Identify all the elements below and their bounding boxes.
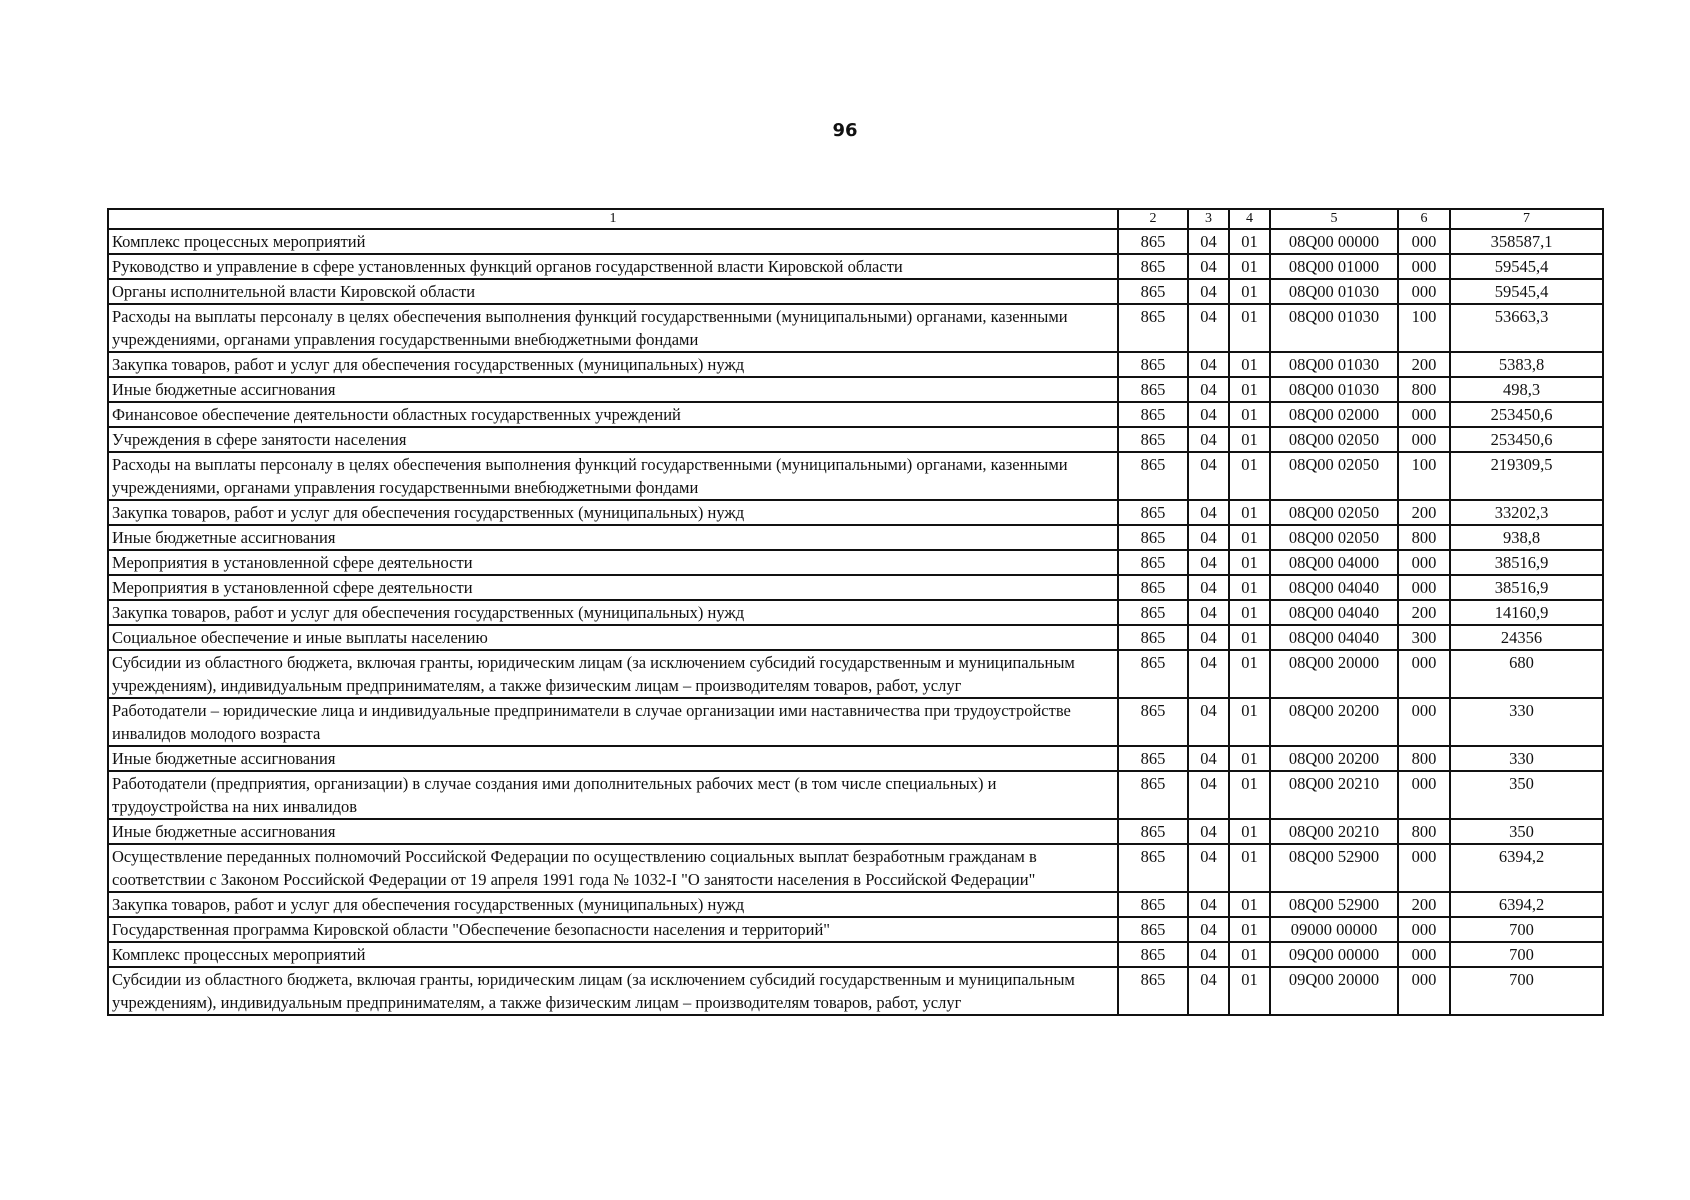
cell-name: Закупка товаров, работ и услуг для обеспечения государственных (муниципальных) нужд: [108, 600, 1118, 625]
cell-target-article: 08Q00 04040: [1270, 625, 1398, 650]
cell-name: Закупка товаров, работ и услуг для обеспечения государственных (муниципальных) нужд: [108, 352, 1118, 377]
cell-expense-type: 200: [1398, 500, 1450, 525]
cell-target-article: 08Q00 01030: [1270, 279, 1398, 304]
page-number: 96: [832, 120, 858, 141]
cell-expense-type: 000: [1398, 650, 1450, 698]
cell-expense-type: 100: [1398, 452, 1450, 500]
cell-podrazdel: 01: [1229, 402, 1270, 427]
cell-target-article: 08Q00 20200: [1270, 698, 1398, 746]
cell-razdel: 04: [1188, 500, 1229, 525]
cell-amount: 498,3: [1450, 377, 1603, 402]
cell-podrazdel: 01: [1229, 377, 1270, 402]
cell-name: Учреждения в сфере занятости населения: [108, 427, 1118, 452]
cell-expense-type: 000: [1398, 844, 1450, 892]
cell-amount: 6394,2: [1450, 844, 1603, 892]
cell-podrazdel: 01: [1229, 917, 1270, 942]
cell-target-article: 08Q00 04040: [1270, 600, 1398, 625]
cell-podrazdel: 01: [1229, 967, 1270, 1015]
cell-grbs: 865: [1118, 427, 1188, 452]
cell-expense-type: 000: [1398, 917, 1450, 942]
table-row: [108, 402, 1603, 427]
table-row: [108, 967, 1603, 1015]
cell-razdel: 04: [1188, 427, 1229, 452]
cell-grbs: 865: [1118, 254, 1188, 279]
cell-grbs: 865: [1118, 746, 1188, 771]
table-body: [108, 229, 1603, 1015]
cell-podrazdel: 01: [1229, 600, 1270, 625]
cell-amount: 6394,2: [1450, 892, 1603, 917]
table-row: [108, 771, 1603, 819]
cell-podrazdel: 01: [1229, 452, 1270, 500]
cell-grbs: 865: [1118, 600, 1188, 625]
cell-podrazdel: 01: [1229, 650, 1270, 698]
cell-expense-type: 300: [1398, 625, 1450, 650]
cell-name: Иные бюджетные ассигнования: [108, 819, 1118, 844]
cell-razdel: 04: [1188, 967, 1229, 1015]
cell-razdel: 04: [1188, 575, 1229, 600]
cell-amount: 700: [1450, 967, 1603, 1015]
cell-podrazdel: 01: [1229, 229, 1270, 254]
cell-expense-type: 000: [1398, 967, 1450, 1015]
table-row: [108, 917, 1603, 942]
cell-podrazdel: 01: [1229, 942, 1270, 967]
cell-amount: 53663,3: [1450, 304, 1603, 352]
cell-razdel: 04: [1188, 892, 1229, 917]
cell-target-article: 08Q00 04040: [1270, 575, 1398, 600]
cell-razdel: 04: [1188, 771, 1229, 819]
table-row: [108, 819, 1603, 844]
cell-expense-type: 000: [1398, 402, 1450, 427]
table-row: [108, 942, 1603, 967]
cell-name: Руководство и управление в сфере установленных функций органов государственной власти Кировской области: [108, 254, 1118, 279]
cell-grbs: 865: [1118, 819, 1188, 844]
table-row: [108, 525, 1603, 550]
cell-expense-type: 200: [1398, 892, 1450, 917]
cell-amount: 33202,3: [1450, 500, 1603, 525]
cell-name: Органы исполнительной власти Кировской области: [108, 279, 1118, 304]
cell-razdel: 04: [1188, 452, 1229, 500]
cell-target-article: 08Q00 01030: [1270, 304, 1398, 352]
cell-target-article: 08Q00 20200: [1270, 746, 1398, 771]
table-row: [108, 575, 1603, 600]
cell-razdel: 04: [1188, 942, 1229, 967]
cell-amount: 680: [1450, 650, 1603, 698]
cell-amount: 24356: [1450, 625, 1603, 650]
table-row: [108, 229, 1603, 254]
cell-target-article: 09Q00 20000: [1270, 967, 1398, 1015]
table-row: [108, 892, 1603, 917]
cell-amount: 700: [1450, 942, 1603, 967]
table-row: [108, 352, 1603, 377]
cell-grbs: 865: [1118, 279, 1188, 304]
cell-razdel: 04: [1188, 254, 1229, 279]
cell-grbs: 865: [1118, 892, 1188, 917]
cell-grbs: 865: [1118, 942, 1188, 967]
cell-name: Субсидии из областного бюджета, включая гранты, юридическим лицам (за исключением субсидий государственным и муниципальным учреждениям), индивидуальным предпринимателям, а также физическим лицам – производителям товаров, работ, услуг: [108, 967, 1118, 1015]
cell-name: Работодатели (предприятия, организации) в случае создания ими дополнительных рабочих мест (в том числе специальных) и трудоустройства на них инвалидов: [108, 771, 1118, 819]
cell-grbs: 865: [1118, 500, 1188, 525]
cell-target-article: 08Q00 20210: [1270, 819, 1398, 844]
cell-podrazdel: 01: [1229, 771, 1270, 819]
cell-name: Закупка товаров, работ и услуг для обеспечения государственных (муниципальных) нужд: [108, 892, 1118, 917]
cell-razdel: 04: [1188, 304, 1229, 352]
cell-expense-type: 000: [1398, 427, 1450, 452]
header-row: [108, 209, 1603, 229]
cell-name: Осуществление переданных полномочий Российской Федерации по осуществлению социальных выплат безработным гражданам в соответствии с Законом Российской Федерации от 19 апреля 1991 года № 1032-I "О занятости населения в Российской Федерации": [108, 844, 1118, 892]
table-row: [108, 550, 1603, 575]
table-row: [108, 377, 1603, 402]
cell-amount: 253450,6: [1450, 427, 1603, 452]
cell-amount: 59545,4: [1450, 279, 1603, 304]
cell-razdel: 04: [1188, 698, 1229, 746]
cell-name: Иные бюджетные ассигнования: [108, 377, 1118, 402]
cell-name: Мероприятия в установленной сфере деятельности: [108, 550, 1118, 575]
cell-name: Финансовое обеспечение деятельности областных государственных учреждений: [108, 402, 1118, 427]
cell-amount: 38516,9: [1450, 550, 1603, 575]
cell-podrazdel: 01: [1229, 819, 1270, 844]
cell-grbs: 865: [1118, 844, 1188, 892]
cell-amount: 330: [1450, 746, 1603, 771]
table-row: [108, 304, 1603, 352]
cell-amount: 59545,4: [1450, 254, 1603, 279]
cell-target-article: 09Q00 00000: [1270, 942, 1398, 967]
table-row: [108, 279, 1603, 304]
cell-grbs: 865: [1118, 452, 1188, 500]
cell-podrazdel: 01: [1229, 698, 1270, 746]
cell-razdel: 04: [1188, 377, 1229, 402]
cell-podrazdel: 01: [1229, 746, 1270, 771]
cell-amount: 350: [1450, 771, 1603, 819]
cell-name: Государственная программа Кировской области "Обеспечение безопасности населения и территорий": [108, 917, 1118, 942]
cell-amount: 253450,6: [1450, 402, 1603, 427]
cell-grbs: 865: [1118, 967, 1188, 1015]
cell-razdel: 04: [1188, 625, 1229, 650]
cell-expense-type: 000: [1398, 771, 1450, 819]
cell-target-article: 08Q00 20000: [1270, 650, 1398, 698]
cell-podrazdel: 01: [1229, 892, 1270, 917]
table-row: [108, 625, 1603, 650]
header-cell: 4: [1229, 209, 1270, 229]
cell-expense-type: 000: [1398, 254, 1450, 279]
cell-target-article: 08Q00 04000: [1270, 550, 1398, 575]
cell-name: Иные бюджетные ассигнования: [108, 746, 1118, 771]
cell-podrazdel: 01: [1229, 525, 1270, 550]
cell-grbs: 865: [1118, 650, 1188, 698]
cell-expense-type: 000: [1398, 279, 1450, 304]
cell-amount: 700: [1450, 917, 1603, 942]
cell-expense-type: 000: [1398, 698, 1450, 746]
cell-expense-type: 000: [1398, 575, 1450, 600]
cell-grbs: 865: [1118, 229, 1188, 254]
cell-razdel: 04: [1188, 279, 1229, 304]
table-row: [108, 600, 1603, 625]
cell-razdel: 04: [1188, 844, 1229, 892]
cell-grbs: 865: [1118, 525, 1188, 550]
cell-grbs: 865: [1118, 625, 1188, 650]
cell-grbs: 865: [1118, 550, 1188, 575]
cell-podrazdel: 01: [1229, 352, 1270, 377]
cell-target-article: 08Q00 01030: [1270, 377, 1398, 402]
cell-expense-type: 000: [1398, 942, 1450, 967]
cell-target-article: 08Q00 02050: [1270, 427, 1398, 452]
cell-podrazdel: 01: [1229, 254, 1270, 279]
cell-name: Мероприятия в установленной сфере деятельности: [108, 575, 1118, 600]
table-row: [108, 698, 1603, 746]
cell-name: Субсидии из областного бюджета, включая гранты, юридическим лицам (за исключением субсидий государственным и муниципальным учреждениям), индивидуальным предпринимателям, а также физическим лицам – производителям товаров, работ, услуг: [108, 650, 1118, 698]
cell-grbs: 865: [1118, 304, 1188, 352]
cell-target-article: 08Q00 52900: [1270, 844, 1398, 892]
cell-razdel: 04: [1188, 402, 1229, 427]
cell-podrazdel: 01: [1229, 427, 1270, 452]
cell-razdel: 04: [1188, 917, 1229, 942]
budget-table: [107, 208, 1604, 1016]
cell-target-article: 08Q00 20210: [1270, 771, 1398, 819]
cell-amount: 38516,9: [1450, 575, 1603, 600]
cell-podrazdel: 01: [1229, 279, 1270, 304]
cell-name: Работодатели – юридические лица и индивидуальные предприниматели в случае организации ими наставничества при трудоустройстве инвалидов молодого возраста: [108, 698, 1118, 746]
cell-razdel: 04: [1188, 650, 1229, 698]
header-cell: 5: [1270, 209, 1398, 229]
cell-amount: 14160,9: [1450, 600, 1603, 625]
cell-razdel: 04: [1188, 352, 1229, 377]
table-row: [108, 427, 1603, 452]
cell-expense-type: 800: [1398, 377, 1450, 402]
cell-target-article: 08Q00 52900: [1270, 892, 1398, 917]
header-cell: 3: [1188, 209, 1229, 229]
header-cell: 6: [1398, 209, 1450, 229]
cell-grbs: 865: [1118, 377, 1188, 402]
cell-expense-type: 800: [1398, 819, 1450, 844]
cell-name: Закупка товаров, работ и услуг для обеспечения государственных (муниципальных) нужд: [108, 500, 1118, 525]
cell-podrazdel: 01: [1229, 304, 1270, 352]
cell-grbs: 865: [1118, 771, 1188, 819]
cell-amount: 938,8: [1450, 525, 1603, 550]
cell-amount: 5383,8: [1450, 352, 1603, 377]
header-cell: 1: [108, 209, 1118, 229]
cell-name: Комплекс процессных мероприятий: [108, 942, 1118, 967]
cell-name: Социальное обеспечение и иные выплаты населению: [108, 625, 1118, 650]
cell-grbs: 865: [1118, 352, 1188, 377]
cell-target-article: 08Q00 01000: [1270, 254, 1398, 279]
cell-razdel: 04: [1188, 550, 1229, 575]
cell-target-article: 08Q00 02050: [1270, 525, 1398, 550]
cell-grbs: 865: [1118, 402, 1188, 427]
cell-podrazdel: 01: [1229, 550, 1270, 575]
cell-razdel: 04: [1188, 229, 1229, 254]
cell-razdel: 04: [1188, 525, 1229, 550]
cell-expense-type: 800: [1398, 746, 1450, 771]
cell-expense-type: 200: [1398, 352, 1450, 377]
cell-target-article: 08Q00 02050: [1270, 500, 1398, 525]
cell-expense-type: 100: [1398, 304, 1450, 352]
cell-amount: 358587,1: [1450, 229, 1603, 254]
cell-target-article: 08Q00 02050: [1270, 452, 1398, 500]
cell-razdel: 04: [1188, 746, 1229, 771]
table-row: [108, 650, 1603, 698]
header-cell: 2: [1118, 209, 1188, 229]
cell-amount: 330: [1450, 698, 1603, 746]
cell-podrazdel: 01: [1229, 500, 1270, 525]
cell-name: Расходы на выплаты персоналу в целях обеспечения выполнения функций государственными (муниципальными) органами, казенными учреждениями, органами управления государственными внебюджетными фондами: [108, 304, 1118, 352]
table-row: [108, 844, 1603, 892]
header-cell: 7: [1450, 209, 1603, 229]
cell-expense-type: 000: [1398, 229, 1450, 254]
table-row: [108, 746, 1603, 771]
cell-target-article: 08Q00 01030: [1270, 352, 1398, 377]
cell-target-article: 09000 00000: [1270, 917, 1398, 942]
cell-target-article: 08Q00 02000: [1270, 402, 1398, 427]
cell-expense-type: 000: [1398, 550, 1450, 575]
cell-grbs: 865: [1118, 575, 1188, 600]
cell-name: Комплекс процессных мероприятий: [108, 229, 1118, 254]
cell-name: Иные бюджетные ассигнования: [108, 525, 1118, 550]
cell-grbs: 865: [1118, 917, 1188, 942]
table-row: [108, 500, 1603, 525]
cell-amount: 219309,5: [1450, 452, 1603, 500]
cell-expense-type: 200: [1398, 600, 1450, 625]
cell-amount: 350: [1450, 819, 1603, 844]
cell-razdel: 04: [1188, 819, 1229, 844]
cell-target-article: 08Q00 00000: [1270, 229, 1398, 254]
table-row: [108, 452, 1603, 500]
cell-podrazdel: 01: [1229, 844, 1270, 892]
cell-razdel: 04: [1188, 600, 1229, 625]
cell-podrazdel: 01: [1229, 625, 1270, 650]
cell-expense-type: 800: [1398, 525, 1450, 550]
cell-grbs: 865: [1118, 698, 1188, 746]
table-row: [108, 254, 1603, 279]
cell-name: Расходы на выплаты персоналу в целях обеспечения выполнения функций государственными (муниципальными) органами, казенными учреждениями, органами управления государственными внебюджетными фондами: [108, 452, 1118, 500]
cell-podrazdel: 01: [1229, 575, 1270, 600]
